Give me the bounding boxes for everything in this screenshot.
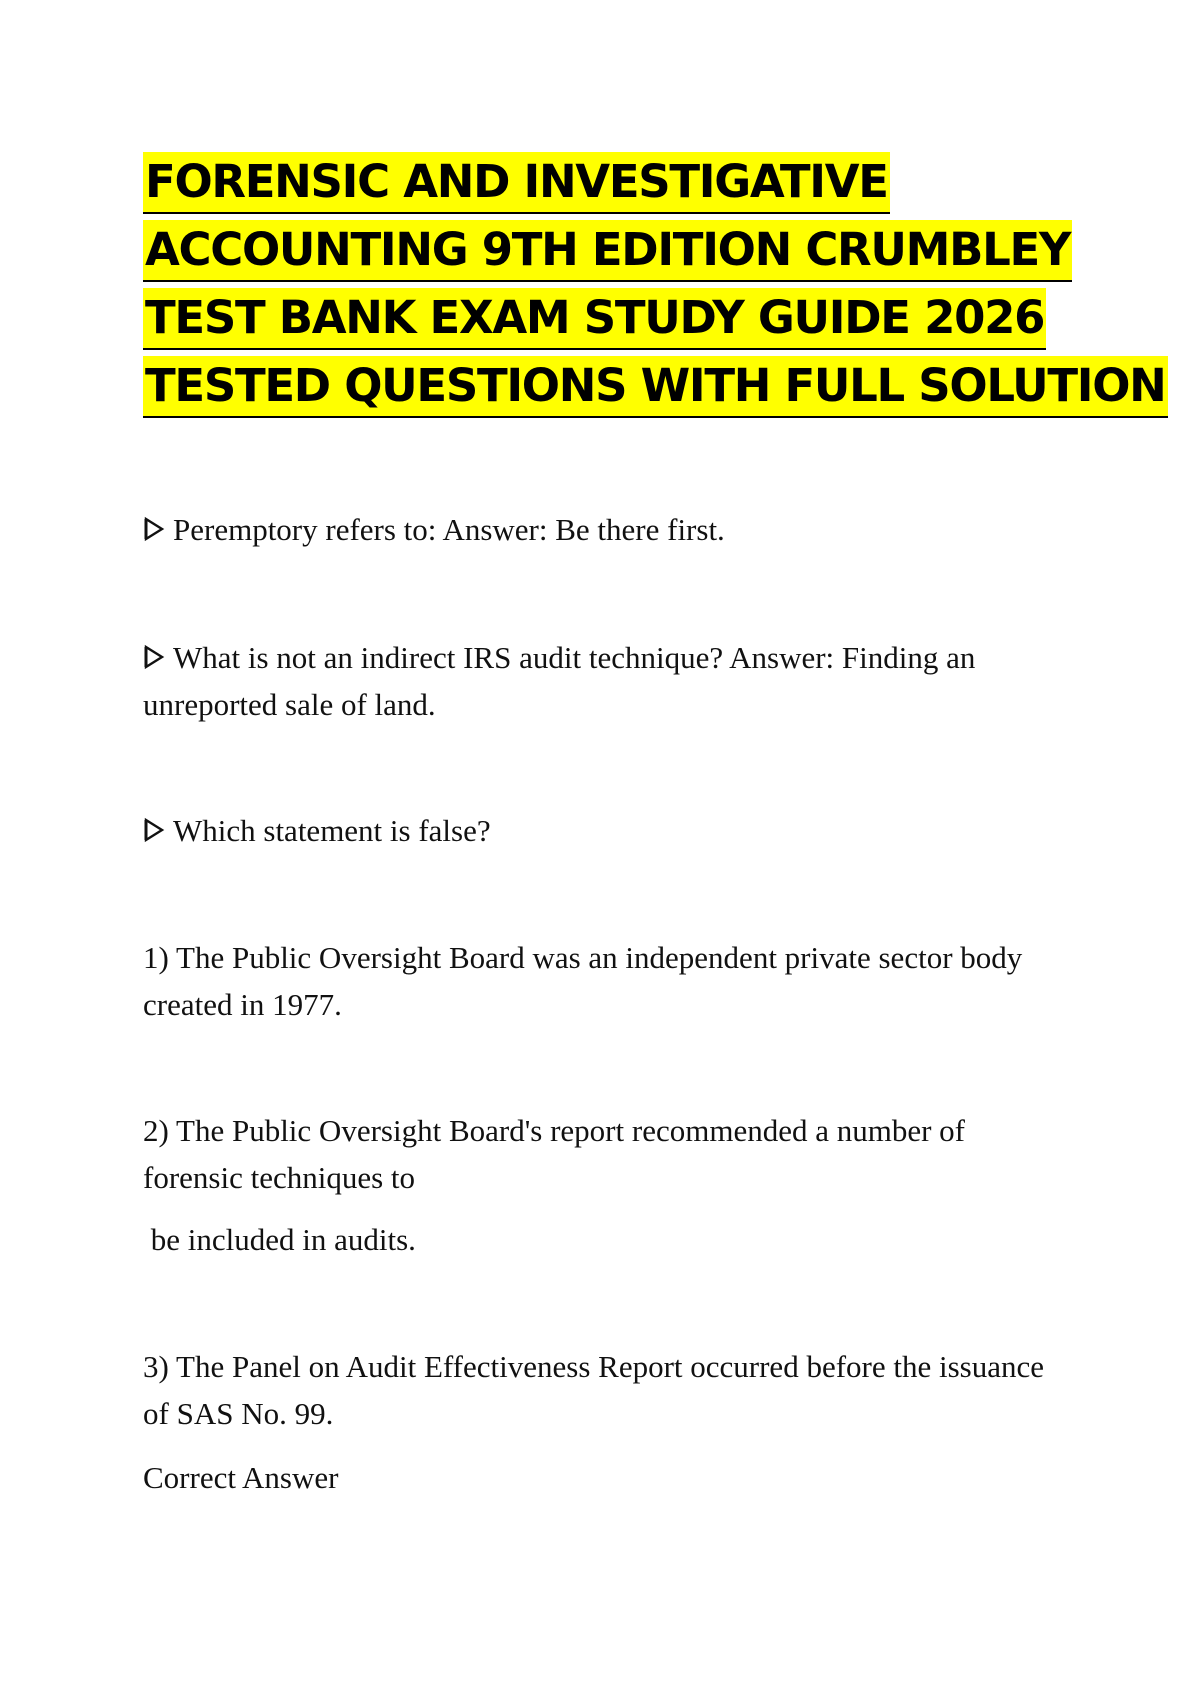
document-title xyxy=(143,152,1166,424)
option-2-continuation: be included in audits. xyxy=(143,1222,416,1257)
question-item-2-line-1: What is not an indirect IRS audit technique? Answer: Finding an xyxy=(173,640,976,675)
option-2-line-2: forensic techniques to xyxy=(143,1160,416,1195)
option-2-line-1: 2) The Public Oversight Board's report recommended a number of xyxy=(143,1113,965,1148)
title-line-2: ACCOUNTING 9TH EDITION CRUMBLEY xyxy=(143,220,1072,282)
question-item-1 xyxy=(143,506,1083,553)
question-item-2 xyxy=(143,634,1083,728)
question-item-3 xyxy=(143,807,1083,854)
option-3 xyxy=(143,1343,1083,1437)
option-1 xyxy=(143,934,1083,1028)
option-1-line-1: 1) The Public Oversight Board was an independent private sector body xyxy=(143,940,1023,975)
option-3-line-2: of SAS No. 99. xyxy=(143,1396,334,1431)
option-2 xyxy=(143,1107,1083,1201)
option-3-line-1: 3) The Panel on Audit Effectiveness Report occurred before the issuance xyxy=(143,1349,1044,1384)
triangle-arrow-icon xyxy=(143,817,165,843)
triangle-arrow-icon xyxy=(143,644,165,670)
title-line-3: TEST BANK EXAM STUDY GUIDE 2026 xyxy=(143,288,1046,350)
title-line-1: FORENSIC AND INVESTIGATIVE xyxy=(143,152,890,214)
question-item-2-line-2: unreported sale of land. xyxy=(143,687,436,722)
correct-answer-label: Correct Answer xyxy=(143,1460,339,1495)
option-1-line-2: created in 1977. xyxy=(143,987,342,1022)
triangle-arrow-icon xyxy=(143,516,165,542)
title-line-4: TESTED QUESTIONS WITH FULL SOLUTION xyxy=(143,356,1168,418)
question-item-1-text: Peremptory refers to: Answer: Be there first. xyxy=(173,512,725,547)
question-item-3-text: Which statement is false? xyxy=(173,813,491,848)
